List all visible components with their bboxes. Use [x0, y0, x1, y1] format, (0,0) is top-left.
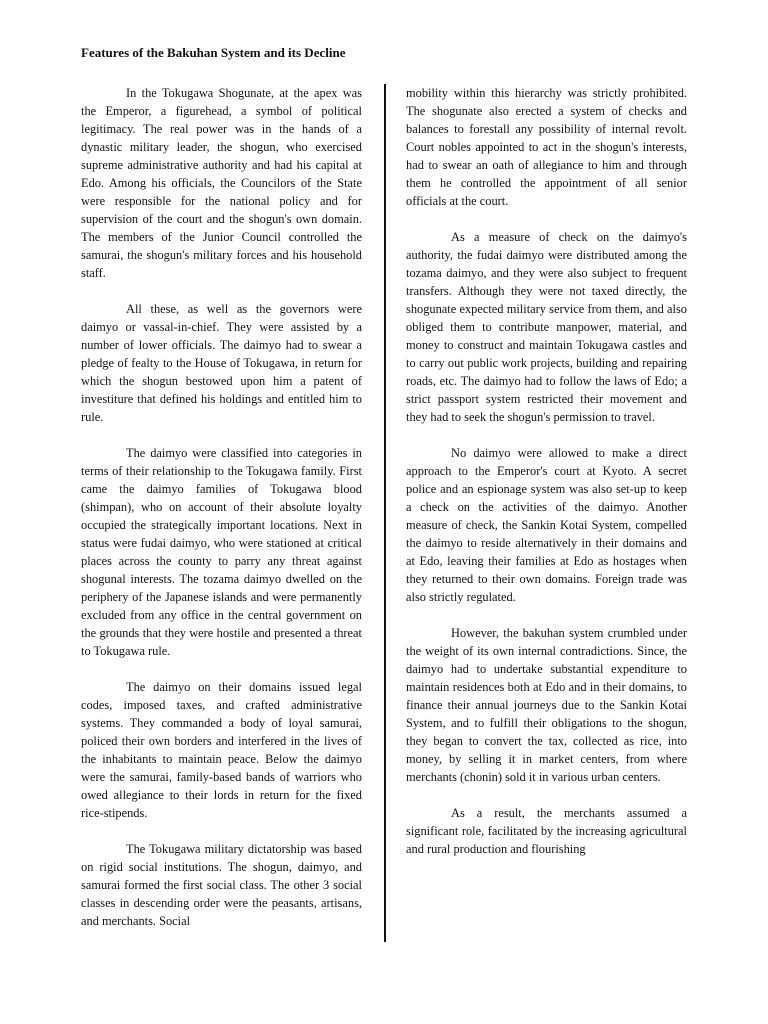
paragraph-9: As a result, the merchants assumed a significant role, facilitated by the increasing agricultural and rural production and flourishing — [406, 806, 687, 856]
paragraph-8: However, the bakuhan system crumbled under the weight of its own internal contradictions. Since, the daimyo had to undertake substantial expenditure to maintain residences both at Edo and in their domains, to finance their annual journeys due to the Sankin Kotai System, and to fulfill their obligations to the shogun, they began to convert the tax, collected as rice, into money, by selling it in market centers, from where merchants (chonin) sold it in various urban centers. — [406, 626, 687, 784]
paragraph-1: In the Tokugawa Shogunate, at the apex was the Emperor, a figurehead, a symbol of political legitimacy. The real power was in the hands of a dynastic military leader, the shogun, who exercised supreme administrative authority and had his capital at Edo. Among his officials, the Councilors of the State were responsible for the national policy and for supervision of the court and the shogun's own domain. The members of the Junior Council controlled the samurai, the shogun's military forces and his household staff. — [81, 86, 362, 280]
paragraph-6: As a measure of check on the daimyo's authority, the fudai daimyo were distributed among the tozama daimyo, and they were also subject to frequent transfers. Although they were not taxed directly, the shogunate expected military service from them, and also obliged them to contribute manpower, material, and money to construct and maintain Tokugawa castles and to carry out public work projects, building and repairing roads, etc. The daimyo had to follow the laws of Edo; a strict passport system restricted their movement and they had to seek the shogun's permission to travel. — [406, 230, 687, 424]
left-column — [81, 84, 362, 948]
column-divider — [384, 84, 386, 942]
paragraph-3: The daimyo were classified into categories in terms of their relationship to the Tokugawa family. First came the daimyo families of Tokugawa blood (shimpan), who on account of their absolute loyalty occupied the strategically important locations. Next in status were fudai daimyo, who were stationed at critical places across the county to parry any threat against shogunal interests. The tozama daimyo dwelled on the periphery of the Japanese islands and were permanently excluded from any office in the central government on the grounds that they were hostile and presented a threat to Tokugawa rule. — [81, 446, 362, 658]
right-column — [406, 84, 687, 876]
paragraph-4: The daimyo on their domains issued legal codes, imposed taxes, and crafted administrative systems. They commanded a body of loyal samurai, policed their own borders and interfered in the lives of the inhabitants to maintain peace. Below the daimyo were the samurai, family-based bands of warriors who owed allegiance to their lords in return for the fixed rice-stipends. — [81, 680, 362, 820]
paragraph-5: The Tokugawa military dictatorship was based on rigid social institutions. The shogun, daimyo, and samurai formed the first social class. The other 3 social classes in descending order were the peasants, artisans, and merchants. Social — [81, 842, 362, 928]
paragraph-5-continuation: mobility within this hierarchy was strictly prohibited. The shogunate also erected a system of checks and balances to forestall any possibility of internal revolt. Court nobles appointed to act in the shogun's interests, had to swear an oath of allegiance to him and through them he controlled the appointment of all senior officials at the court. — [406, 86, 687, 208]
paragraph-2: All these, as well as the governors were daimyo or vassal-in-chief. They were assisted by a number of lower officials. The daimyo had to swear a pledge of fealty to the House of Tokugawa, in return for which the shogun bestowed upon him a patent of investiture that defined his holdings and entitled him to rule. — [81, 302, 362, 424]
page-title: Features of the Bakuhan System and its Decline — [81, 45, 346, 60]
paragraph-7: No daimyo were allowed to make a direct approach to the Emperor's court at Kyoto. A secret police and an espionage system was also set-up to keep a check on the activities of the daimyo. Another measure of check, the Sankin Kotai System, compelled the daimyo to reside alternatively in their domains and at Edo, leaving their families at Edo as hostages when they returned to their own domains. Foreign trade was also strictly regulated. — [406, 446, 687, 604]
